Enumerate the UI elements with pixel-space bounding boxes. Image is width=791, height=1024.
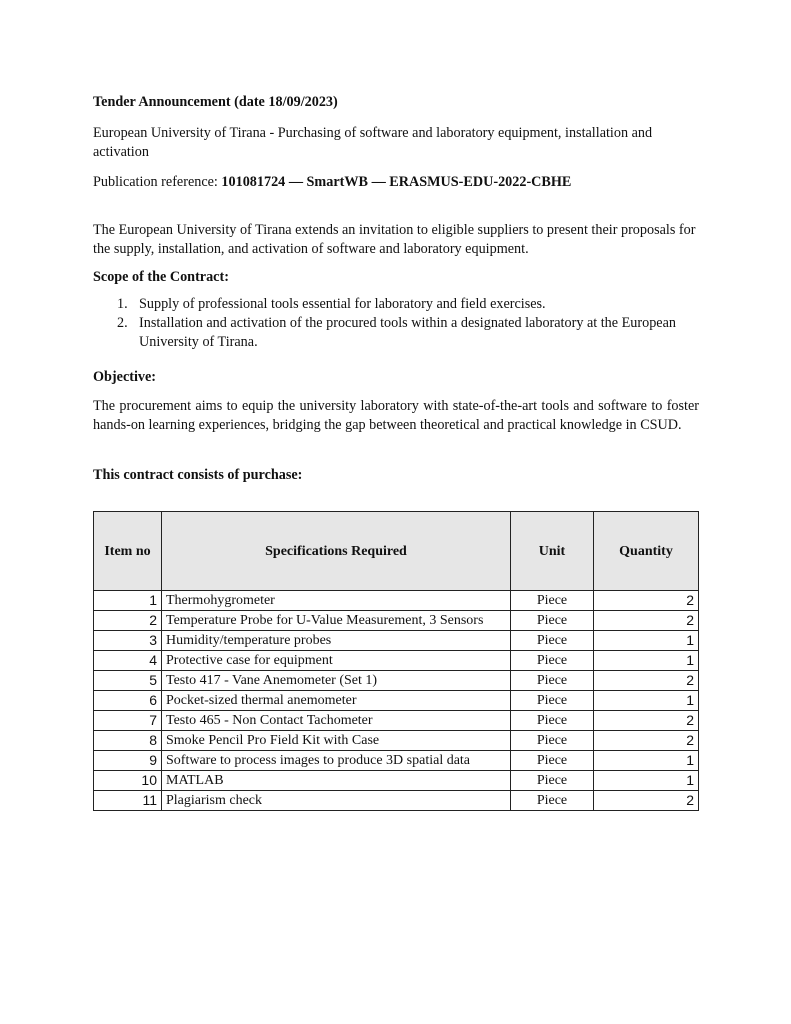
unit-cell: Piece: [511, 711, 594, 731]
table-row: [94, 791, 699, 811]
quantity-cell: 2: [594, 611, 699, 631]
item-number-cell: 1: [94, 591, 162, 611]
specification-cell: Protective case for equipment: [162, 651, 511, 671]
table-row: [94, 771, 699, 791]
header-item-no: Item no: [94, 512, 162, 591]
unit-cell: Piece: [511, 791, 594, 811]
specification-cell: Testo 465 - Non Contact Tachometer: [162, 711, 511, 731]
unit-cell: Piece: [511, 651, 594, 671]
unit-cell: Piece: [511, 731, 594, 751]
scope-heading: Scope of the Contract:: [93, 269, 229, 285]
quantity-cell: 2: [594, 711, 699, 731]
specification-cell: Plagiarism check: [162, 791, 511, 811]
unit-cell: Piece: [511, 631, 594, 651]
quantity-cell: 1: [594, 691, 699, 711]
unit-cell: Piece: [511, 671, 594, 691]
quantity-cell: 2: [594, 591, 699, 611]
unit-cell: Piece: [511, 611, 594, 631]
item-number-cell: 2: [94, 611, 162, 631]
item-number-cell: 7: [94, 711, 162, 731]
table-header-row: [94, 512, 699, 591]
specification-cell: Smoke Pencil Pro Field Kit with Case: [162, 731, 511, 751]
scope-item-text: Installation and activation of the procured tools within a designated laboratory at the European University of Tirana.: [139, 315, 676, 350]
specification-cell: Humidity/temperature probes: [162, 631, 511, 651]
unit-cell: Piece: [511, 691, 594, 711]
scope-item-text: Supply of professional tools essential for laboratory and field exercises.: [139, 296, 546, 312]
table-row: [94, 611, 699, 631]
header-unit: Unit: [511, 512, 594, 591]
scope-list-item: [93, 314, 699, 352]
publication-ref-value: 101081724 — SmartWB — ERASMUS-EDU-2022-CBHE: [221, 174, 572, 190]
item-number-cell: 5: [94, 671, 162, 691]
header-spec: Specifications Required: [162, 512, 511, 591]
item-number-cell: 4: [94, 651, 162, 671]
tender-subtitle: European University of Tirana - Purchasing of software and laboratory equipment, installation and activation: [93, 125, 653, 160]
scope-item-number: 2.: [117, 315, 128, 331]
quantity-cell: 1: [594, 751, 699, 771]
table-row: [94, 651, 699, 671]
table-row: [94, 631, 699, 651]
quantity-cell: 1: [594, 771, 699, 791]
specification-cell: Software to process images to produce 3D spatial data: [162, 751, 511, 771]
quantity-cell: 2: [594, 731, 699, 751]
item-number-cell: 10: [94, 771, 162, 791]
publication-label: Publication reference:: [93, 174, 222, 190]
scope-list: [93, 295, 699, 352]
item-number-cell: 11: [94, 791, 162, 811]
item-number-cell: 3: [94, 631, 162, 651]
items-table: [93, 511, 699, 811]
table-row: [94, 751, 699, 771]
tender-title: Tender Announcement (date 18/09/2023): [93, 94, 338, 110]
table-row: [94, 671, 699, 691]
specification-cell: Pocket-sized thermal anemometer: [162, 691, 511, 711]
table-row: [94, 711, 699, 731]
unit-cell: Piece: [511, 751, 594, 771]
item-number-cell: 8: [94, 731, 162, 751]
specification-cell: Temperature Probe for U-Value Measurement, 3 Sensors: [162, 611, 511, 631]
quantity-cell: 2: [594, 791, 699, 811]
specification-cell: Thermohygrometer: [162, 591, 511, 611]
quantity-cell: 1: [594, 631, 699, 651]
objective-text: The procurement aims to equip the university laboratory with state-of-the-art tools and software to foster hands-on learning experiences, bridging the gap between theoretical and practical knowledge in CSUD.: [93, 398, 699, 433]
item-number-cell: 6: [94, 691, 162, 711]
scope-list-item: [93, 295, 699, 314]
purchase-heading: This contract consists of purchase:: [93, 467, 303, 483]
quantity-cell: 2: [594, 671, 699, 691]
specification-cell: Testo 417 - Vane Anemometer (Set 1): [162, 671, 511, 691]
table-row: [94, 591, 699, 611]
unit-cell: Piece: [511, 771, 594, 791]
quantity-cell: 1: [594, 651, 699, 671]
intro-paragraph: The European University of Tirana extends an invitation to eligible suppliers to present their proposals for the supply, installation, and activation of software and laboratory equipment.: [93, 222, 696, 257]
scope-item-number: 1.: [117, 296, 128, 312]
table-row: [94, 731, 699, 751]
table-body: [94, 591, 699, 811]
header-quantity: Quantity: [594, 512, 699, 591]
table-row: [94, 691, 699, 711]
item-number-cell: 9: [94, 751, 162, 771]
unit-cell: Piece: [511, 591, 594, 611]
objective-heading: Objective:: [93, 369, 157, 385]
specification-cell: MATLAB: [162, 771, 511, 791]
publication-reference: [93, 173, 699, 192]
